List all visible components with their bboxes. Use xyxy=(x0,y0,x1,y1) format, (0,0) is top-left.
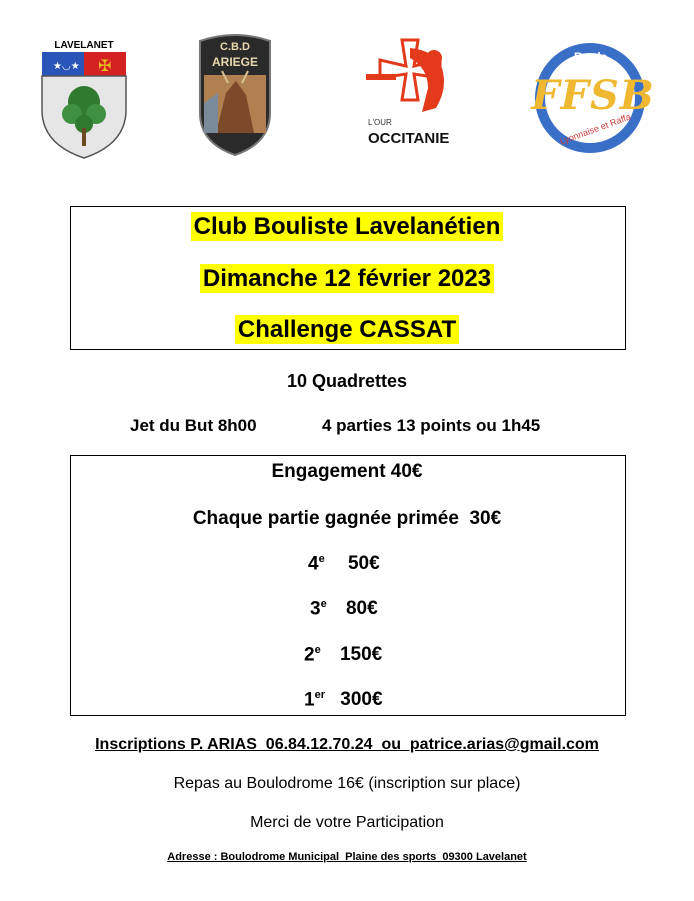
engagement-text: Engagement 40€ xyxy=(271,461,423,482)
ffsb-main-label: FFSB xyxy=(531,72,655,119)
occitanie-logo xyxy=(362,38,458,150)
lavelanet-label: LAVELANET xyxy=(54,40,114,51)
parties-text: 4 parties 13 points ou 1h45 xyxy=(322,416,541,435)
prize-row-4 xyxy=(308,553,380,575)
merci-text: Merci de votre Participation xyxy=(250,814,444,831)
challenge-row xyxy=(0,316,694,344)
lavelanet-shield-icon xyxy=(36,52,132,160)
prize-row-1 xyxy=(304,689,383,711)
prizes-box xyxy=(70,455,626,716)
ffsb-logo xyxy=(528,42,658,154)
inscriptions-text[interactable]: Inscriptions P. ARIAS 06.84.12.70.24 ou patrice.arias@gmail.com xyxy=(95,736,599,753)
repas-text: Repas au Boulodrome 16€ (inscription sur place) xyxy=(173,775,521,792)
prize-amount: 300€ xyxy=(340,689,383,711)
prize-rank-suffix: er xyxy=(314,689,325,701)
teams-text: 10 Quadrettes xyxy=(286,371,408,391)
chaque-partie-label: Chaque partie gagnée primée 30€ xyxy=(192,508,502,529)
prize-rank-suffix: e xyxy=(314,644,321,656)
cbd-label-line1: C.B.D xyxy=(220,41,250,53)
svg-text:✠: ✠ xyxy=(98,56,112,75)
prize-row-3 xyxy=(310,598,378,620)
prize-rank: 1 xyxy=(304,689,315,711)
prize-rank: 2 xyxy=(304,644,315,666)
prize-amount: 50€ xyxy=(347,553,380,575)
cbd-ariege-logo xyxy=(196,33,274,157)
ffsb-top-label: Boule xyxy=(574,50,608,64)
adresse-text: Adresse : Boulodrome Municipal Plaine des sports 09300 Lavelanet xyxy=(167,851,527,863)
club-title: Club Bouliste Lavelanétien xyxy=(191,212,504,241)
date-row xyxy=(0,265,694,293)
chaque-partie-text xyxy=(0,508,694,530)
prize-rank: 4 xyxy=(308,553,319,575)
challenge-name: Challenge CASSAT xyxy=(235,315,459,344)
occitanie-small-label: L'OUR xyxy=(368,118,392,127)
occitanie-cross-icon xyxy=(362,38,458,120)
prize-rank-suffix: e xyxy=(320,598,327,610)
prize-amount: 150€ xyxy=(339,644,383,666)
ffsb-arc-label: Lyonnaise et Raffa xyxy=(558,111,633,147)
club-title-row xyxy=(0,213,694,241)
lavelanet-logo xyxy=(36,40,132,160)
prize-row-2 xyxy=(304,644,382,666)
prize-rank-suffix: e xyxy=(318,553,325,565)
occitanie-label: OCCITANIE xyxy=(368,130,450,147)
jet-text: Jet du But 8h00 xyxy=(130,416,257,435)
event-date: Dimanche 12 février 2023 xyxy=(200,264,494,293)
prize-amount: 80€ xyxy=(345,598,378,620)
prize-rank: 3 xyxy=(310,598,321,620)
cbd-label-line2: ARIEGE xyxy=(211,55,258,69)
svg-text:★◡★: ★◡★ xyxy=(53,61,80,72)
